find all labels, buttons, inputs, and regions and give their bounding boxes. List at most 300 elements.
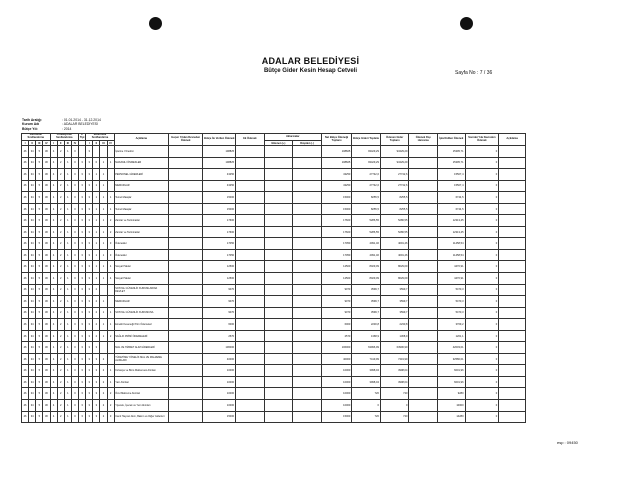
ekonomik-code-cell: 3 — [86, 192, 93, 204]
ekonomik-code-cell: 2 — [107, 226, 114, 238]
butce-ile-cell: 12500 — [203, 273, 236, 285]
fonksiyonel-code-cell: 1 — [64, 296, 71, 308]
odenek-disi-cell — [409, 296, 438, 308]
ekonomik-code-cell: 1 — [100, 261, 107, 273]
net-butce-cell: 43250 — [321, 169, 352, 181]
kurumsal-code-cell: 46 — [22, 169, 29, 181]
ekonomik-code-cell: 2 — [93, 296, 100, 308]
fonksiyonel-code-cell: 2 — [57, 249, 64, 261]
fonksiyonel-code-cell: 4 — [50, 296, 57, 308]
ekonomik-code-cell: 4 — [107, 261, 114, 273]
kurumsal-code-cell: 46 — [22, 180, 29, 192]
description-cell: Sosyal Haklar — [114, 261, 168, 273]
fonksiyonel-code-cell: 4 — [50, 284, 57, 296]
eklenen-cell — [264, 400, 293, 412]
ekonomik-code-cell: 2 — [93, 330, 100, 342]
butce-gideri-cell: 2230,8 — [352, 319, 381, 331]
aciklama-cell — [499, 353, 526, 365]
finansman-code-cell: 3 — [79, 330, 86, 342]
ekonomik-code-cell: 1 — [100, 215, 107, 227]
sonraki-yila-cell: 0 — [465, 226, 499, 238]
ekonomik-code-cell: 3 — [86, 319, 93, 331]
net-butce-cell: 10000 — [321, 388, 352, 400]
eklenen-cell — [264, 249, 293, 261]
ekonomik-code-cell — [100, 284, 107, 296]
finansman-code-cell: 3 — [79, 249, 86, 261]
finansman-code-cell: 3 — [79, 203, 86, 215]
odenek-disi-cell — [409, 146, 438, 158]
eklenen-cell — [264, 296, 293, 308]
kurumsal-code-cell: 30 — [43, 169, 50, 181]
header-odenen-gider: Ödenen Gider Toplamı — [380, 134, 409, 146]
ek-odenek-cell — [236, 330, 265, 342]
ekonomik-code-cell: 3 — [86, 215, 93, 227]
table-row — [22, 284, 526, 296]
fonksiyonel-code-cell: 4 — [50, 400, 57, 412]
finansman-code-cell: 3 — [79, 342, 86, 354]
budget-expense-table — [21, 133, 526, 423]
butce-ile-cell: 9070 — [203, 284, 236, 296]
ekonomik-code-cell: 3 — [86, 203, 93, 215]
sonraki-yila-cell: 0 — [465, 273, 499, 285]
fonksiyonel-code-cell: 4 — [50, 157, 57, 169]
gecen-yildan-cell — [168, 388, 203, 400]
kurumsal-code-cell: 30 — [43, 307, 50, 319]
ekonomik-code-cell: 1 — [107, 376, 114, 388]
net-butce-cell: 17050 — [321, 249, 352, 261]
description-cell: Yazı Alımları — [114, 376, 168, 388]
ekonomik-code-cell: 2 — [107, 330, 114, 342]
ekonomik-code-cell: 1 — [100, 330, 107, 342]
kurumsal-code-cell: 5 — [36, 203, 43, 215]
aciklama-cell — [499, 319, 526, 331]
aciklama-cell — [499, 180, 526, 192]
gecen-yildan-cell — [168, 238, 203, 250]
eklenen-cell — [264, 284, 293, 296]
kurumsal-code-cell: 34 — [29, 180, 36, 192]
sub-fonksiyonel: IV — [71, 141, 78, 146]
kurumsal-code-cell: 5 — [36, 342, 43, 354]
ek-odenek-cell — [236, 249, 265, 261]
fonksiyonel-code-cell: 1 — [64, 319, 71, 331]
aciklama-cell — [499, 296, 526, 308]
kurumsal-code-cell: 5 — [36, 249, 43, 261]
header-ek-odenek: Ek Ödenek — [236, 134, 265, 146]
kurumsal-code-cell: 46 — [22, 376, 29, 388]
eklenen-cell — [264, 261, 293, 273]
dusulen-cell — [293, 365, 322, 377]
net-butce-cell: 15000 — [321, 411, 352, 423]
ekonomik-code-cell: 3 — [86, 296, 93, 308]
kurumsal-code-cell: 34 — [29, 238, 36, 250]
table-row — [22, 319, 526, 331]
fonksiyonel-code-cell: 0 — [71, 365, 78, 377]
odenen-gider-cell: 8029,09 — [380, 261, 409, 273]
fonksiyonel-code-cell: 1 — [64, 353, 71, 365]
fonksiyonel-code-cell: 0 — [71, 203, 78, 215]
net-butce-cell: 9070 — [321, 284, 352, 296]
table-row — [22, 226, 526, 238]
fonksiyonel-code-cell: 2 — [57, 284, 64, 296]
sonraki-yila-cell: 0 — [465, 284, 499, 296]
page-number-label: Sayfa No — [455, 70, 476, 76]
odenen-gider-cell: 7419,99 — [380, 353, 409, 365]
header-net-butce: Net Bütçe Ödeneği Toplamı — [321, 134, 352, 146]
ekonomik-code-cell: 3 — [86, 365, 93, 377]
ekonomik-code-cell: 1 — [93, 169, 100, 181]
dusulen-cell — [293, 261, 322, 273]
ek-odenek-cell — [236, 180, 265, 192]
iptal-cell: 9280 — [438, 388, 466, 400]
table-row — [22, 192, 526, 204]
kurumsal-code-cell: 46 — [22, 400, 29, 412]
net-butce-cell: 10000 — [321, 400, 352, 412]
description-cell: MEMURLAR — [114, 180, 168, 192]
dusulen-cell — [293, 180, 322, 192]
ekonomik-code-cell: 2 — [100, 411, 107, 423]
ekonomik-code-cell — [107, 284, 114, 296]
ek-odenek-cell — [236, 157, 265, 169]
ek-odenek-cell — [236, 284, 265, 296]
fonksiyonel-code-cell: 4 — [50, 376, 57, 388]
kurumsal-code-cell: 34 — [29, 296, 36, 308]
kurumsal-code-cell: 46 — [22, 261, 29, 273]
fonksiyonel-code-cell: 4 — [50, 342, 57, 354]
ekonomik-code-cell: 3 — [93, 376, 100, 388]
sonraki-yila-cell: 0 — [465, 365, 499, 377]
butce-gideri-cell: 1368,9 — [352, 330, 381, 342]
odenen-gider-cell: 5286,55 — [380, 226, 409, 238]
kurumsal-code-cell: 30 — [43, 376, 50, 388]
dusulen-cell — [293, 342, 322, 354]
sonraki-yila-cell: 0 — [465, 146, 499, 158]
odenen-gider-cell: 0 — [380, 400, 409, 412]
fonksiyonel-code-cell: 1 — [64, 330, 71, 342]
kurumsal-code-cell: 46 — [22, 342, 29, 354]
iptal-cell: 5470,3 — [438, 296, 466, 308]
fonksiyonel-code-cell: 4 — [50, 238, 57, 250]
meta-value: : 01.01.2014 - 31.12.2014 — [62, 118, 101, 122]
finansman-code-cell: 3 — [79, 365, 86, 377]
kurumsal-code-cell: 30 — [43, 388, 50, 400]
net-butce-cell: 106000 — [321, 342, 352, 354]
ekonomik-code-cell: 3 — [86, 146, 93, 158]
kurumsal-code-cell: 34 — [29, 365, 36, 377]
fonksiyonel-code-cell: 0 — [71, 411, 78, 423]
net-butce-cell: 17600 — [321, 215, 352, 227]
eklenen-cell — [264, 330, 293, 342]
description-cell: MAKAMLI ÖNMEKLER — [114, 157, 168, 169]
kurumsal-code-cell: 46 — [22, 330, 29, 342]
header-iptal: İptal Edilen Ödenek — [438, 134, 466, 146]
ekonomik-code-cell: 3 — [93, 411, 100, 423]
sonraki-yila-cell: 0 — [465, 215, 499, 227]
ekonomik-code-cell: 3 — [86, 307, 93, 319]
kurumsal-code-cell: 5 — [36, 319, 43, 331]
finansman-code-cell: 3 — [79, 376, 86, 388]
description-cell: Özel Malzeme Alımları — [114, 388, 168, 400]
table-row — [22, 169, 526, 181]
fonksiyonel-code-cell: 2 — [57, 238, 64, 250]
gecen-yildan-cell — [168, 226, 203, 238]
fonksiyonel-code-cell: 1 — [64, 192, 71, 204]
butce-gideri-cell: 3599,7 — [352, 307, 381, 319]
description-cell: Emekli Keseneği Prim Ödemeleri — [114, 319, 168, 331]
butce-gideri-cell: 3599,7 — [352, 296, 381, 308]
net-butce-cell: 12500 — [321, 273, 352, 285]
net-butce-cell: 12500 — [321, 261, 352, 273]
kurumsal-code-cell: 30 — [43, 215, 50, 227]
table-body — [22, 146, 526, 423]
fonksiyonel-code-cell: 0 — [71, 169, 78, 181]
fonksiyonel-code-cell: 4 — [50, 146, 57, 158]
kurumsal-code-cell: 30 — [43, 353, 50, 365]
ekonomik-code-cell: 1 — [93, 215, 100, 227]
fonksiyonel-code-cell: 0 — [71, 330, 78, 342]
kurumsal-code-cell: 5 — [36, 307, 43, 319]
ekonomik-code-cell: 3 — [86, 249, 93, 261]
sub-kurumsal: II — [29, 141, 36, 146]
ekonomik-code-cell: 1 — [93, 192, 100, 204]
kurumsal-code-cell: 34 — [29, 330, 36, 342]
odenen-gider-cell: 3599,7 — [380, 296, 409, 308]
ek-odenek-cell — [236, 400, 265, 412]
fonksiyonel-code-cell: 2 — [57, 215, 64, 227]
kurumsal-code-cell: 5 — [36, 192, 43, 204]
butce-gideri-cell: 8255,5 — [352, 192, 381, 204]
net-butce-cell: 15000 — [321, 192, 352, 204]
ek-odenek-cell — [236, 296, 265, 308]
ekonomik-code-cell: 3 — [93, 365, 100, 377]
fonksiyonel-code-cell: 4 — [50, 365, 57, 377]
eklenen-cell — [264, 388, 293, 400]
kurumsal-code-cell: 30 — [43, 180, 50, 192]
butce-gideri-cell: 5286,55 — [352, 226, 381, 238]
net-butce-cell: 40000 — [321, 353, 352, 365]
odenen-gider-cell: 4091,46 — [380, 238, 409, 250]
ekonomik-code-cell: 1 — [100, 226, 107, 238]
eklenen-cell — [264, 411, 293, 423]
odenek-disi-cell — [409, 342, 438, 354]
fonksiyonel-code-cell: 4 — [50, 180, 57, 192]
eklenen-cell — [264, 342, 293, 354]
fonksiyonel-code-cell: 2 — [57, 342, 64, 354]
ekonomik-code-cell — [93, 146, 100, 158]
odenek-disi-cell — [409, 157, 438, 169]
odenen-gider-cell: 3599,7 — [380, 307, 409, 319]
dusulen-cell — [293, 400, 322, 412]
odenek-disi-cell — [409, 388, 438, 400]
ekonomik-code-cell: 3 — [93, 353, 100, 365]
aciklama-cell — [499, 261, 526, 273]
eklenen-cell — [264, 169, 293, 181]
odenen-gider-cell: 3599,7 — [380, 284, 409, 296]
ek-odenek-cell — [236, 261, 265, 273]
odenek-disi-cell — [409, 203, 438, 215]
table-row — [22, 411, 526, 423]
net-butce-cell: 2570 — [321, 330, 352, 342]
kurumsal-code-cell: 5 — [36, 411, 43, 423]
fonksiyonel-code-cell: 0 — [71, 400, 78, 412]
kurumsal-code-cell: 34 — [29, 284, 36, 296]
odenek-disi-cell — [409, 365, 438, 377]
finansman-code-cell — [79, 146, 86, 158]
dusulen-cell — [293, 376, 322, 388]
gecen-yildan-cell — [168, 411, 203, 423]
meta-row — [22, 127, 101, 131]
ekonomik-code-cell: 1 — [93, 226, 100, 238]
ekonomik-code-cell: 3 — [86, 238, 93, 250]
ekonomik-code-cell — [107, 169, 114, 181]
sub-kurumsal: III — [36, 141, 43, 146]
iptal-cell: 15507,4 — [438, 180, 466, 192]
net-butce-cell: 9070 — [321, 296, 352, 308]
butce-ile-cell: 6000 — [203, 319, 236, 331]
sonraki-yila-cell: 0 — [465, 180, 499, 192]
table-row — [22, 365, 526, 377]
gecen-yildan-cell — [168, 157, 203, 169]
eklenen-cell — [264, 353, 293, 365]
kurumsal-code-cell: 5 — [36, 365, 43, 377]
aciklama-cell — [499, 400, 526, 412]
butce-ile-cell: 12500 — [203, 261, 236, 273]
butce-ile-cell: 10000 — [203, 388, 236, 400]
eklenen-cell — [264, 365, 293, 377]
butce-ile-cell: 9070 — [203, 296, 236, 308]
aciklama-cell — [499, 169, 526, 181]
odenek-disi-cell — [409, 353, 438, 365]
description-cell: MAL VE HİZMET ALIM GİDERLERİ — [114, 342, 168, 354]
odenek-disi-cell — [409, 307, 438, 319]
fonksiyonel-code-cell: 4 — [50, 388, 57, 400]
sonraki-yila-cell: 0 — [465, 411, 499, 423]
kurumsal-code-cell: 34 — [29, 169, 36, 181]
kurumsal-code-cell: 30 — [43, 238, 50, 250]
table-row — [22, 376, 526, 388]
fonksiyonel-code-cell: 1 — [64, 400, 71, 412]
aciklama-cell — [499, 376, 526, 388]
ekonomik-code-cell: 3 — [86, 261, 93, 273]
description-cell: Zamlar ve Tazminatlar — [114, 215, 168, 227]
gecen-yildan-cell — [168, 307, 203, 319]
kurumsal-code-cell: 34 — [29, 400, 36, 412]
kurumsal-code-cell: 30 — [43, 400, 50, 412]
ek-odenek-cell — [236, 192, 265, 204]
odenek-disi-cell — [409, 180, 438, 192]
gecen-yildan-cell — [168, 180, 203, 192]
butce-ile-cell: 40000 — [203, 353, 236, 365]
finansman-code-cell: 3 — [79, 226, 86, 238]
butce-ile-cell: 17050 — [203, 249, 236, 261]
kurumsal-code-cell: 5 — [36, 376, 43, 388]
kurumsal-code-cell: 46 — [22, 273, 29, 285]
description-cell: Temel Maaşlar — [114, 203, 168, 215]
odenek-disi-cell — [409, 192, 438, 204]
aciklama-cell — [499, 226, 526, 238]
net-butce-cell: 15000 — [321, 203, 352, 215]
footer-code: esp : 09450 — [557, 440, 578, 445]
ekonomik-code-cell: 1 — [93, 238, 100, 250]
ekonomik-code-cell: 4 — [107, 273, 114, 285]
sonraki-yila-cell: 0 — [465, 388, 499, 400]
butce-gideri-cell: 93429,29 — [352, 146, 381, 158]
ekonomik-code-cell: 3 — [93, 342, 100, 354]
eklenen-cell — [264, 226, 293, 238]
odenen-gider-cell: 5286,55 — [380, 215, 409, 227]
aciklama-cell — [499, 342, 526, 354]
kurumsal-code-cell: 30 — [43, 365, 50, 377]
ekonomik-code-cell: 1 — [107, 203, 114, 215]
ekonomik-code-cell: 1 — [100, 169, 107, 181]
description-cell: Kırtasiye ve Büro Malzemesi Alımları — [114, 365, 168, 377]
fonksiyonel-code-cell: 1 — [64, 146, 71, 158]
fonksiyonel-code-cell: 1 — [64, 203, 71, 215]
net-butce-cell: 43250 — [321, 180, 352, 192]
sub-fonksiyonel: II — [57, 141, 64, 146]
iptal-cell: 6744,5 — [438, 192, 466, 204]
header-aktarmalar: Aktarmalar — [264, 134, 321, 141]
ekonomik-code-cell: 3 — [93, 388, 100, 400]
kurumsal-code-cell: 46 — [22, 411, 29, 423]
fonksiyonel-code-cell: 1 — [64, 411, 71, 423]
butce-gideri-cell: 8029,09 — [352, 273, 381, 285]
eklenen-cell — [264, 192, 293, 204]
ek-odenek-cell — [236, 376, 265, 388]
kurumsal-code-cell: 5 — [36, 146, 43, 158]
ekonomik-code-cell — [100, 342, 107, 354]
header-aciklama: Açıklama — [114, 134, 168, 146]
meta-value: : ADALAR BELEDİYESİ — [62, 122, 98, 127]
ekonomik-code-cell: 2 — [93, 284, 100, 296]
kurumsal-code-cell: 34 — [29, 215, 36, 227]
table-row — [22, 261, 526, 273]
fonksiyonel-code-cell: 2 — [57, 400, 64, 412]
kurumsal-code-cell: 46 — [22, 284, 29, 296]
table-row — [22, 215, 526, 227]
ekonomik-code-cell — [107, 146, 114, 158]
butce-gideri-cell: 27742,6 — [352, 180, 381, 192]
ek-odenek-cell — [236, 411, 265, 423]
kurumsal-code-cell: 5 — [36, 226, 43, 238]
fonksiyonel-code-cell: 4 — [50, 319, 57, 331]
fonksiyonel-code-cell: 0 — [71, 157, 78, 169]
aciklama-cell — [499, 365, 526, 377]
gecen-yildan-cell — [168, 342, 203, 354]
kurumsal-code-cell: 5 — [36, 261, 43, 273]
kurumsal-code-cell: 34 — [29, 376, 36, 388]
fonksiyonel-code-cell: 2 — [57, 169, 64, 181]
sonraki-yila-cell: 0 — [465, 307, 499, 319]
ekonomik-code-cell: 2 — [107, 388, 114, 400]
ekonomik-code-cell: 2 — [93, 319, 100, 331]
table-row — [22, 400, 526, 412]
dusulen-cell — [293, 330, 322, 342]
ek-odenek-cell — [236, 203, 265, 215]
fonksiyonel-code-cell: 2 — [57, 376, 64, 388]
butce-gideri-cell: 720 — [352, 388, 381, 400]
odenen-gider-cell: 3998,04 — [380, 365, 409, 377]
description-cell: TÜKETİME YÖNELİK MAL VE MALZEME ALIMLARI — [114, 353, 168, 365]
fonksiyonel-code-cell: 2 — [57, 192, 64, 204]
finansman-code-cell: 3 — [79, 273, 86, 285]
kurumsal-code-cell: 34 — [29, 146, 36, 158]
table-row — [22, 157, 526, 169]
ek-odenek-cell — [236, 226, 265, 238]
odenen-gider-cell: 93429,29 — [380, 146, 409, 158]
net-butce-cell: 17050 — [321, 238, 352, 250]
ekonomik-code-cell — [107, 353, 114, 365]
ekonomik-code-cell: 1 — [93, 249, 100, 261]
